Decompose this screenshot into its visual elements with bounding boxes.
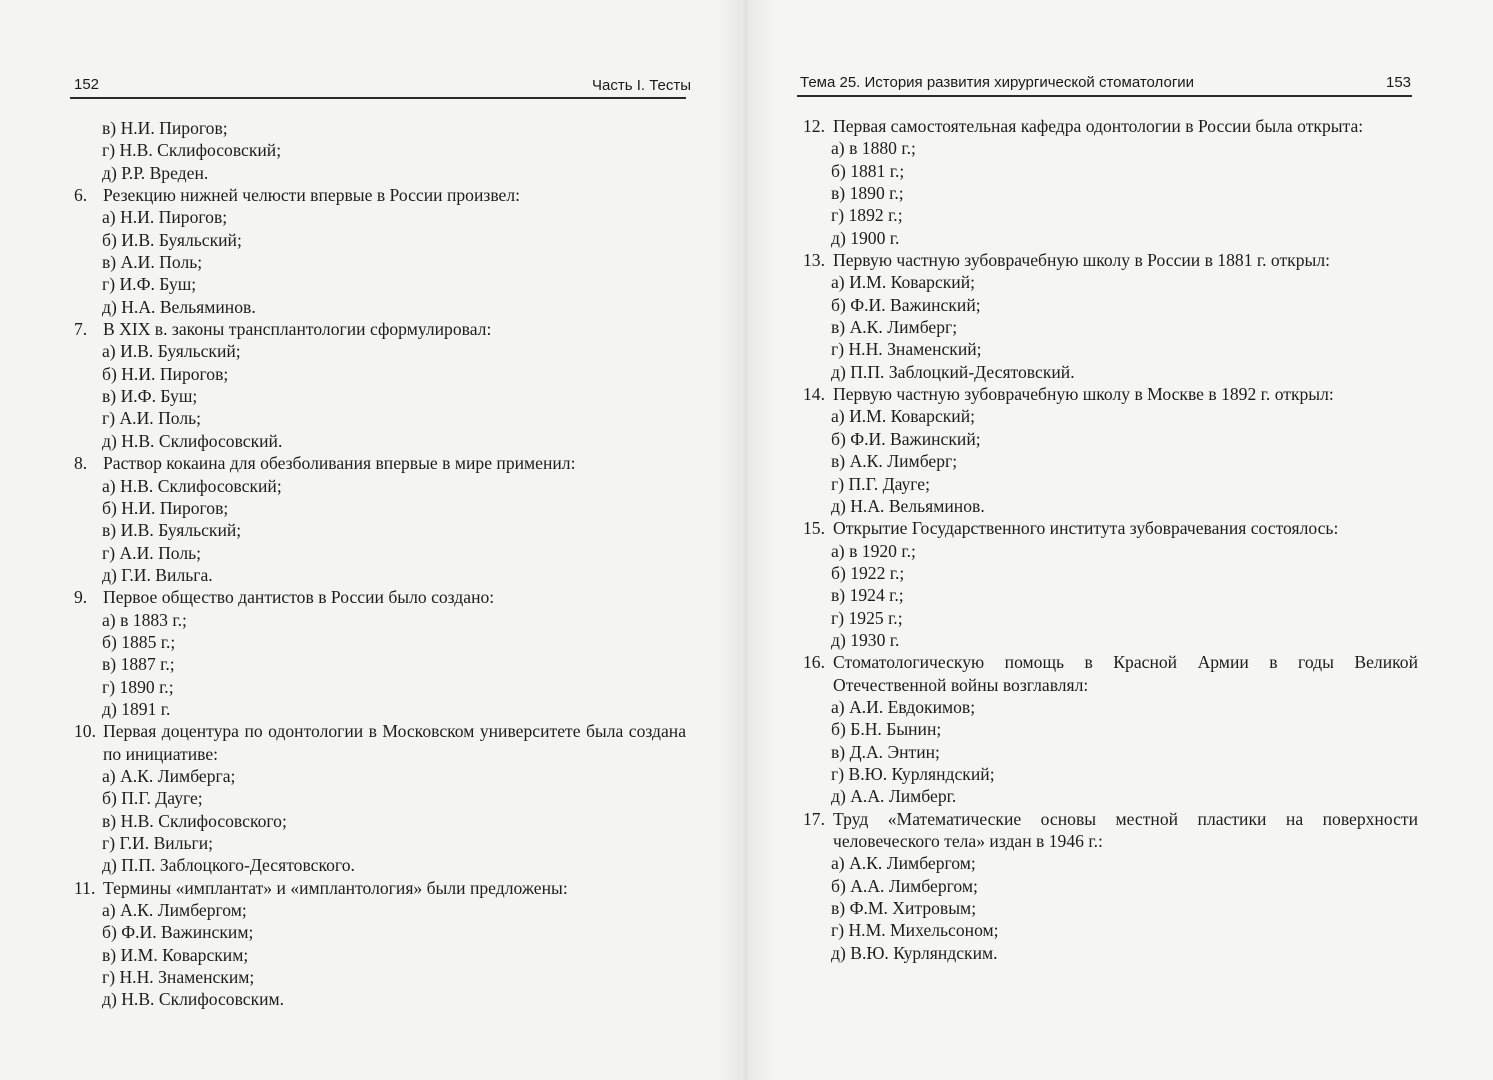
option-letter: г) — [831, 205, 845, 226]
option-text: А.К. Лимбергом; — [844, 853, 976, 874]
answer-option — [803, 629, 1418, 651]
option-letter: г) — [102, 676, 116, 697]
option-letter: д) — [102, 989, 117, 1010]
option-letter: в) — [831, 183, 846, 204]
answer-option — [803, 428, 1418, 450]
option-text: Ф.И. Важинский; — [845, 428, 981, 449]
option-letter: в) — [102, 654, 117, 675]
option-text: И.Ф. Буш; — [116, 386, 198, 407]
answer-option — [74, 407, 686, 429]
option-text: А.И. Евдокимов; — [844, 696, 976, 717]
question-text: Резекцию нижней челюсти впервые в России произвел: — [103, 185, 521, 206]
answer-option — [74, 899, 686, 921]
option-letter: а) — [831, 138, 845, 159]
option-letter: б) — [831, 875, 846, 896]
right-running-head: Тема 25. История развития хирургической стоматологии — [800, 74, 1195, 91]
answer-option — [74, 206, 686, 228]
option-letter: в) — [102, 944, 117, 965]
option-letter: в) — [831, 317, 846, 338]
question-number: 6. — [74, 185, 88, 206]
option-text: П.П. Заблоцкий-Десятовский. — [845, 361, 1075, 382]
question-text: Первое общество дантистов в России было создано: — [103, 587, 495, 608]
answer-option — [803, 562, 1418, 584]
option-text: Н.Н. Знаменским; — [115, 967, 255, 988]
question-item — [803, 249, 1418, 271]
question-text: Первая доцентура по одонтологии в Московском университете была создана по инициативе: — [103, 721, 686, 764]
question-text: Труд «Математические основы местной пластики на поверхности человеческого тела» издан в 1946 г.: — [833, 808, 1418, 851]
option-text: Ф.И. Важинским; — [116, 922, 254, 943]
option-letter: в) — [102, 252, 117, 273]
option-text: 1885 г.; — [116, 631, 176, 652]
option-letter: г) — [831, 920, 845, 941]
answer-option — [803, 182, 1418, 204]
question-number: 9. — [74, 587, 88, 608]
answer-option — [74, 229, 686, 251]
answer-option — [803, 473, 1418, 495]
option-letter: д) — [831, 227, 846, 248]
option-text: А.К. Лимберга; — [115, 765, 236, 786]
option-text: Н.И. Пирогов; — [116, 497, 229, 518]
answer-option — [74, 363, 686, 385]
option-text: А.И. Поль; — [115, 542, 202, 563]
option-text: 1924 г.; — [845, 585, 904, 606]
option-letter: г) — [831, 339, 845, 360]
option-text: Ф.М. Хитровым; — [845, 898, 977, 919]
answer-option — [803, 160, 1418, 182]
option-letter: г) — [831, 763, 845, 784]
question-text: Первую частную зубоврачебную школу в Москве в 1892 г. открыл: — [833, 384, 1334, 405]
option-text: Н.В. Склифосовским. — [116, 989, 285, 1010]
option-text: И.М. Коварский; — [844, 406, 976, 427]
question-text: Открытие Государственного института зубоврачевания состоялось: — [833, 518, 1339, 539]
option-text: А.А. Лимбергом; — [845, 875, 978, 896]
option-letter: в) — [102, 118, 117, 138]
option-text: Н.В. Склифосовский. — [116, 430, 283, 451]
answer-option — [74, 273, 686, 295]
option-letter: д) — [102, 855, 117, 876]
option-text: Н.М. Михельсоном; — [844, 920, 999, 941]
question-number: 16. — [803, 652, 825, 673]
option-text: Н.А. Вельяминов. — [116, 296, 256, 317]
option-text: в 1920 г.; — [844, 540, 916, 561]
question-number: 11. — [74, 877, 96, 898]
answer-option — [74, 676, 686, 698]
answer-option — [74, 921, 686, 943]
option-text: 1891 г. — [116, 698, 171, 719]
question-text: Термины «имплантат» и «имплантология» были предложены: — [103, 877, 568, 898]
answer-option — [74, 430, 686, 452]
answer-option — [803, 316, 1418, 338]
answer-option — [74, 139, 686, 161]
question-item — [74, 318, 686, 340]
option-text: Н.И. Пирогов; — [116, 363, 229, 384]
option-letter: б) — [102, 631, 117, 652]
option-letter: б) — [831, 294, 846, 315]
option-letter: г) — [102, 833, 116, 853]
question-text: В XIX в. законы трансплантологии сформулировал: — [103, 319, 492, 340]
option-letter: д) — [102, 296, 117, 317]
answer-option — [803, 137, 1418, 159]
question-item — [803, 517, 1418, 539]
right-page-content — [803, 115, 1418, 964]
option-text: 1922 г.; — [845, 562, 905, 583]
option-letter: г) — [102, 542, 116, 563]
answer-option — [803, 540, 1418, 562]
question-item — [803, 808, 1418, 853]
option-text: П.П. Заблоцкого-Десятовского. — [116, 855, 355, 876]
question-item — [74, 877, 686, 899]
answer-option — [74, 787, 686, 809]
right-page-number: 153 — [1386, 74, 1412, 91]
question-item — [74, 452, 686, 474]
option-text: Н.В. Склифосовский; — [115, 475, 282, 496]
answer-option — [74, 944, 686, 966]
option-text: 1890 г.; — [845, 183, 904, 204]
question-number: 7. — [74, 319, 88, 340]
option-letter: в) — [102, 520, 117, 541]
option-letter: в) — [831, 451, 846, 472]
question-number: 8. — [74, 453, 88, 474]
option-letter: б) — [102, 229, 117, 250]
option-text: П.Г. Дауге; — [844, 473, 930, 494]
option-letter: б) — [102, 363, 117, 384]
option-letter: б) — [831, 562, 846, 583]
answer-option — [803, 294, 1418, 316]
option-text: И.Ф. Буш; — [115, 274, 197, 295]
option-letter: д) — [102, 162, 117, 183]
answer-option — [803, 405, 1418, 427]
left-page-number: 152 — [74, 76, 100, 93]
answer-option — [803, 875, 1418, 897]
option-letter: г) — [102, 967, 116, 988]
answer-option — [74, 296, 686, 318]
option-letter: д) — [102, 430, 117, 451]
option-text: И.В. Буяльский; — [116, 520, 242, 541]
option-text: 1887 г.; — [116, 654, 175, 675]
answer-option — [803, 584, 1418, 606]
option-letter: а) — [831, 853, 845, 874]
option-text: И.М. Коварский; — [844, 272, 976, 293]
option-letter: д) — [831, 495, 846, 516]
question-item — [74, 586, 686, 608]
question-item — [803, 651, 1418, 696]
option-letter: б) — [102, 497, 117, 518]
question-number: 13. — [803, 250, 825, 271]
option-text: И.В. Буяльский; — [115, 341, 241, 362]
answer-option — [74, 340, 686, 362]
answer-option — [803, 271, 1418, 293]
option-letter: а) — [831, 540, 845, 561]
option-letter: д) — [831, 629, 846, 650]
question-text: Раствор кокаина для обезболивания впервые в мире применил: — [103, 453, 576, 474]
option-letter: а) — [102, 900, 116, 921]
option-letter: б) — [102, 788, 117, 809]
left-header-rule — [70, 97, 686, 99]
option-letter: а) — [102, 609, 116, 630]
answer-option — [74, 117, 686, 139]
option-text: А.И. Поль; — [115, 408, 202, 429]
question-number: 12. — [803, 116, 825, 136]
option-letter: а) — [102, 475, 116, 496]
option-letter: а) — [102, 765, 116, 786]
option-text: в 1880 г.; — [844, 138, 916, 159]
option-letter: д) — [831, 786, 846, 807]
right-header-rule — [797, 95, 1412, 97]
option-text: 1925 г.; — [844, 607, 903, 628]
option-letter: в) — [102, 386, 117, 407]
answer-option — [74, 251, 686, 273]
answer-option — [803, 785, 1418, 807]
option-text: Г.И. Вильга. — [116, 564, 213, 585]
option-text: Д.А. Энтин; — [845, 741, 940, 762]
option-letter: в) — [831, 741, 846, 762]
left-page-content — [74, 117, 686, 1011]
option-letter: б) — [831, 428, 846, 449]
option-text: Б.Н. Бынин; — [845, 719, 942, 740]
option-letter: а) — [831, 696, 845, 717]
answer-option — [803, 763, 1418, 785]
option-text: А.К. Лимберг; — [845, 451, 958, 472]
answer-option — [74, 519, 686, 541]
answer-option — [74, 698, 686, 720]
option-letter: г) — [831, 607, 845, 628]
answer-option — [74, 564, 686, 586]
option-text: Г.И. Вильги; — [115, 833, 214, 853]
option-text: 1881 г.; — [845, 160, 905, 181]
option-letter: в) — [831, 898, 846, 919]
question-text: Первую частную зубоврачебную школу в России в 1881 г. открыл: — [833, 250, 1331, 271]
question-text: Стоматологическую помощь в Красной Армии в годы Великой Отечественной войны возглавлял: — [833, 652, 1418, 695]
option-letter: г) — [102, 140, 116, 161]
question-item — [74, 720, 686, 765]
answer-option — [74, 631, 686, 653]
answer-option — [74, 854, 686, 876]
answer-option — [74, 966, 686, 988]
option-text: Р.Р. Вреден. — [116, 162, 209, 183]
answer-option — [803, 897, 1418, 919]
option-text: А.К. Лимбергом; — [115, 900, 247, 921]
option-text: В.Ю. Курляндский; — [844, 763, 995, 784]
answer-option — [74, 810, 686, 832]
answer-option — [803, 696, 1418, 718]
option-letter: а) — [102, 341, 116, 362]
option-letter: б) — [831, 719, 846, 740]
option-text: И.М. Коварским; — [116, 944, 249, 965]
question-text: Первая самостоятельная кафедра одонтологии в России была открыта: — [833, 116, 1364, 136]
option-text: И.В. Буяльский; — [116, 229, 242, 250]
question-item — [803, 115, 1418, 137]
question-item — [803, 383, 1418, 405]
question-number: 14. — [803, 384, 825, 405]
answer-option — [803, 450, 1418, 472]
question-number: 15. — [803, 518, 825, 539]
answer-option — [803, 227, 1418, 249]
option-letter: в) — [102, 810, 117, 831]
option-letter: а) — [831, 406, 845, 427]
answer-option — [803, 741, 1418, 763]
answer-option — [803, 361, 1418, 383]
answer-option — [74, 832, 686, 854]
option-letter: а) — [831, 272, 845, 293]
answer-option — [803, 718, 1418, 740]
answer-option — [74, 765, 686, 787]
option-letter: в) — [831, 585, 846, 606]
option-letter: д) — [831, 361, 846, 382]
option-text: Н.И. Пирогов; — [115, 207, 228, 228]
option-text: Н.В. Склифосовского; — [116, 810, 287, 831]
answer-option — [74, 653, 686, 675]
option-letter: д) — [102, 564, 117, 585]
answer-option — [74, 609, 686, 631]
option-letter: б) — [102, 922, 117, 943]
answer-option — [74, 542, 686, 564]
option-text: Н.Н. Знаменский; — [844, 339, 982, 360]
option-text: 1892 г.; — [844, 205, 903, 226]
option-letter: а) — [102, 207, 116, 228]
answer-option — [803, 919, 1418, 941]
option-text: В.Ю. Курляндским. — [845, 942, 998, 963]
option-text: 1890 г.; — [115, 676, 174, 697]
option-letter: б) — [831, 160, 846, 181]
option-letter: д) — [102, 698, 117, 719]
answer-option — [803, 495, 1418, 517]
answer-option — [74, 988, 686, 1010]
answer-option — [803, 204, 1418, 226]
question-number: 10. — [74, 721, 96, 742]
answer-option — [803, 607, 1418, 629]
option-text: 1900 г. — [845, 227, 900, 248]
question-item — [74, 184, 686, 206]
answer-option — [74, 497, 686, 519]
option-letter: д) — [831, 942, 846, 963]
answer-option — [74, 385, 686, 407]
option-text: Н.А. Вельяминов. — [845, 495, 985, 516]
answer-option — [74, 162, 686, 184]
answer-option — [803, 338, 1418, 360]
option-letter: г) — [102, 274, 116, 295]
question-number: 17. — [803, 808, 825, 829]
option-text: Ф.И. Важинский; — [845, 294, 981, 315]
answer-option — [803, 942, 1418, 964]
answer-option — [74, 475, 686, 497]
option-text: 1930 г. — [845, 629, 900, 650]
option-text: А.И. Поль; — [116, 252, 203, 273]
option-text: Н.В. Склифосовский; — [115, 140, 282, 161]
option-text: в 1883 г.; — [115, 609, 187, 630]
option-letter: г) — [102, 408, 116, 429]
left-running-head: Часть I. Тесты — [592, 77, 692, 94]
option-letter: г) — [831, 473, 845, 494]
option-text: А.А. Лимберг. — [845, 786, 957, 807]
option-text: П.Г. Дауге; — [116, 788, 203, 809]
option-text: А.К. Лимберг; — [845, 317, 958, 338]
option-text: Н.И. Пирогов; — [116, 118, 228, 138]
answer-option — [803, 852, 1418, 874]
